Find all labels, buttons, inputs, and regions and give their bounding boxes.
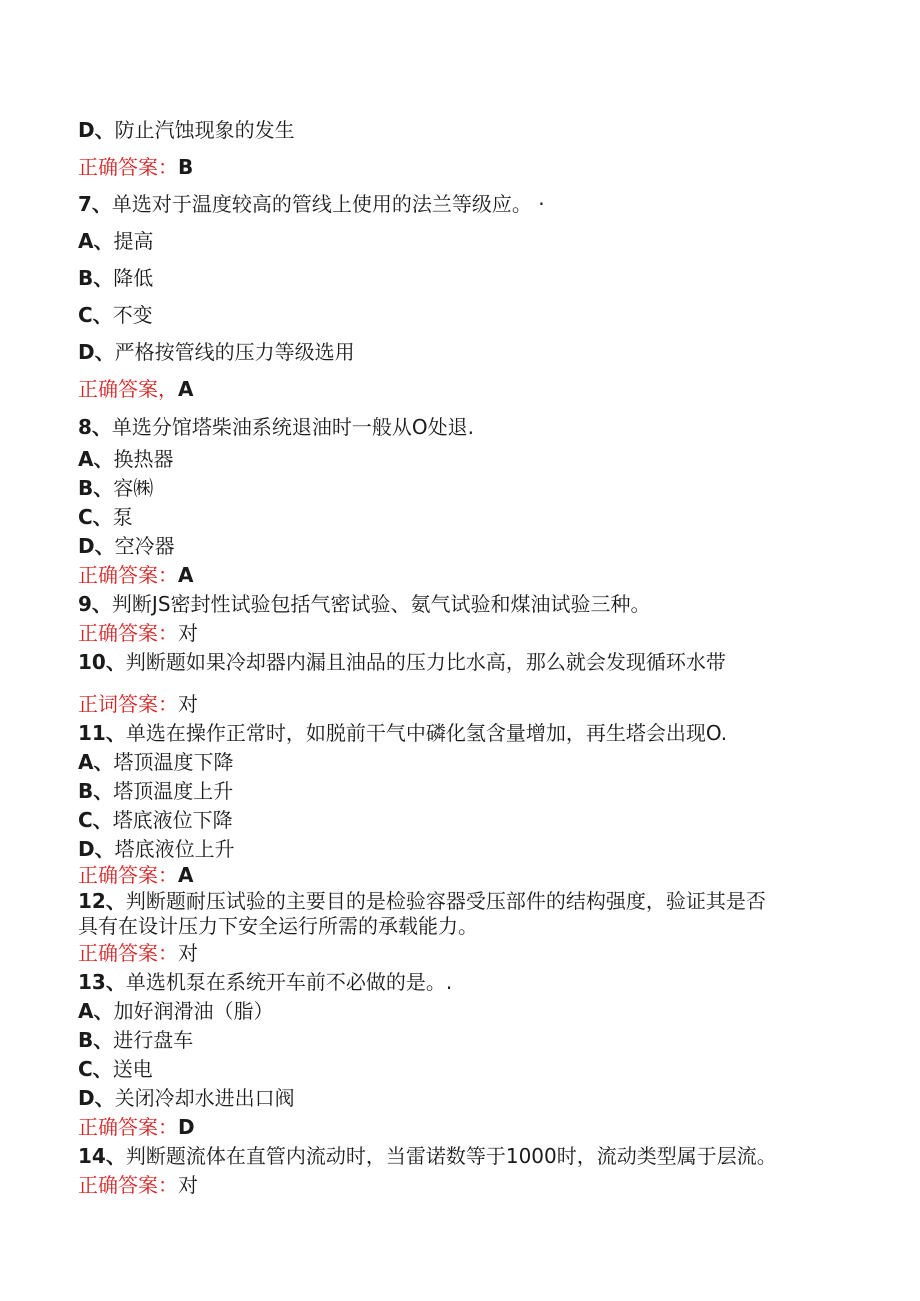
- question-text: 单选机泵在系统开车前不必做的是。.: [125, 970, 453, 994]
- option-line: [78, 998, 273, 1024]
- option-line: [78, 1056, 153, 1082]
- question-line: [78, 969, 452, 995]
- question-text: 单选在操作正常时，如脱前干气中磷化氢含量增加，再生塔会出现O.: [125, 721, 728, 745]
- question-continuation: 具有在设计压力下安全运行所需的承载能力。: [78, 914, 478, 938]
- option-line: [78, 117, 295, 143]
- answer-value: 对: [178, 692, 198, 716]
- answer-label: 正确答案：: [78, 863, 178, 887]
- question-text: 判断题如果冷却器内漏且油品的压力比水高，那么就会发现循环水带: [125, 650, 726, 674]
- question-number: 11、: [78, 721, 126, 745]
- option-text: 空冷器: [114, 534, 175, 558]
- option-line: [78, 504, 133, 530]
- option-line: [78, 339, 355, 365]
- answer-line: [78, 691, 198, 717]
- option-line: [78, 807, 233, 833]
- answer-value: D: [178, 1115, 195, 1139]
- question-line: [78, 649, 726, 675]
- option-letter: D、: [78, 1086, 115, 1110]
- question-line: [78, 1143, 777, 1169]
- question-line: [78, 414, 474, 440]
- answer-value: B: [178, 155, 194, 179]
- answer-label: 正确答案：: [78, 1115, 178, 1139]
- question-number: 8、: [78, 415, 112, 439]
- option-text: 不变: [112, 303, 153, 327]
- option-line: [78, 265, 153, 291]
- option-line: [78, 446, 173, 472]
- option-line: [78, 1027, 193, 1053]
- question-text: 单选对于温度较高的管线上使用的法兰等级应。 ·: [111, 192, 545, 216]
- option-text: 严格按管线的压力等级选用: [114, 340, 355, 364]
- option-letter: D、: [78, 340, 115, 364]
- answer-label: 正确答案：: [78, 1173, 178, 1197]
- answer-label: 正确答案：: [78, 621, 178, 645]
- option-line: [78, 1085, 295, 1111]
- answer-label: 正确答案：: [78, 941, 178, 965]
- question-number: 13、: [78, 970, 126, 994]
- option-letter: D、: [78, 118, 115, 142]
- option-letter: A、: [78, 999, 114, 1023]
- question-number: 14、: [78, 1144, 126, 1168]
- option-text: 加好润滑油（脂）: [113, 999, 274, 1023]
- answer-label: 正确答案，: [78, 377, 178, 401]
- option-line: [78, 749, 233, 775]
- question-number: 9、: [78, 592, 112, 616]
- question-line: [78, 191, 545, 217]
- answer-label: 正确答案：: [78, 155, 178, 179]
- option-letter: C、: [78, 303, 113, 327]
- option-letter: C、: [78, 505, 113, 529]
- option-letter: B、: [78, 779, 114, 803]
- option-letter: B、: [78, 266, 114, 290]
- answer-value: 对: [178, 1173, 198, 1197]
- option-letter: C、: [78, 808, 113, 832]
- question-number: 7、: [78, 192, 112, 216]
- answer-label: 正词答案：: [78, 692, 178, 716]
- option-text: 塔底液位上升: [114, 837, 235, 861]
- answer-line: [78, 154, 193, 180]
- question-number: 10、: [78, 650, 126, 674]
- option-text: 提高: [113, 229, 154, 253]
- question-text: 判断题流体在直管内流动时，当雷诺数等于1000时，流动类型属于层流。: [125, 1144, 777, 1168]
- option-letter: C、: [78, 1057, 113, 1081]
- option-line: [78, 778, 233, 804]
- question-text: 单选分馆塔柴油系统退油时一般从O处退.: [111, 415, 475, 439]
- option-letter: D、: [78, 534, 115, 558]
- option-letter: B、: [78, 476, 114, 500]
- option-text: 泵: [112, 505, 133, 529]
- option-line: [78, 228, 153, 254]
- question-line: [78, 720, 727, 746]
- option-text: 防止汽蚀现象的发生: [114, 118, 295, 142]
- question-line: [78, 591, 651, 617]
- answer-value: A: [178, 377, 194, 401]
- option-line: [78, 533, 175, 559]
- option-line: [78, 302, 153, 328]
- option-text: 进行盘车: [113, 1028, 194, 1052]
- question-number: 12、: [78, 889, 126, 913]
- answer-value: A: [178, 863, 194, 887]
- option-text: 关闭冷却水进出口阀: [114, 1086, 295, 1110]
- option-letter: B、: [78, 1028, 114, 1052]
- option-text: 换热器: [113, 447, 174, 471]
- option-line: [78, 475, 153, 501]
- option-text: 送电: [112, 1057, 153, 1081]
- answer-value: 对: [178, 621, 198, 645]
- question-line: [78, 888, 766, 914]
- answer-line: [78, 376, 193, 402]
- answer-line: [78, 620, 198, 646]
- answer-label: 正确答案：: [78, 563, 178, 587]
- option-line: [78, 836, 235, 862]
- option-text: 容㈱: [113, 476, 154, 500]
- answer-line: [78, 862, 193, 888]
- answer-value: 对: [178, 941, 198, 965]
- option-text: 降低: [113, 266, 154, 290]
- option-letter: A、: [78, 229, 114, 253]
- option-text: 塔顶温度上升: [113, 779, 234, 803]
- option-text: 塔底液位下降: [112, 808, 233, 832]
- answer-line: [78, 1172, 198, 1198]
- answer-line: [78, 1114, 195, 1140]
- answer-line: [78, 940, 198, 966]
- question-text: 判断JS密封性试验包括气密试验、氨气试验和煤油试验三种。: [111, 592, 651, 616]
- question-text: 判断题耐压试验的主要目的是检验容器受压部件的结构强度，验证其是否: [125, 889, 766, 913]
- option-letter: A、: [78, 447, 114, 471]
- answer-line: [78, 562, 193, 588]
- option-letter: A、: [78, 750, 114, 774]
- answer-value: A: [178, 563, 194, 587]
- option-letter: D、: [78, 837, 115, 861]
- option-text: 塔顶温度下降: [113, 750, 234, 774]
